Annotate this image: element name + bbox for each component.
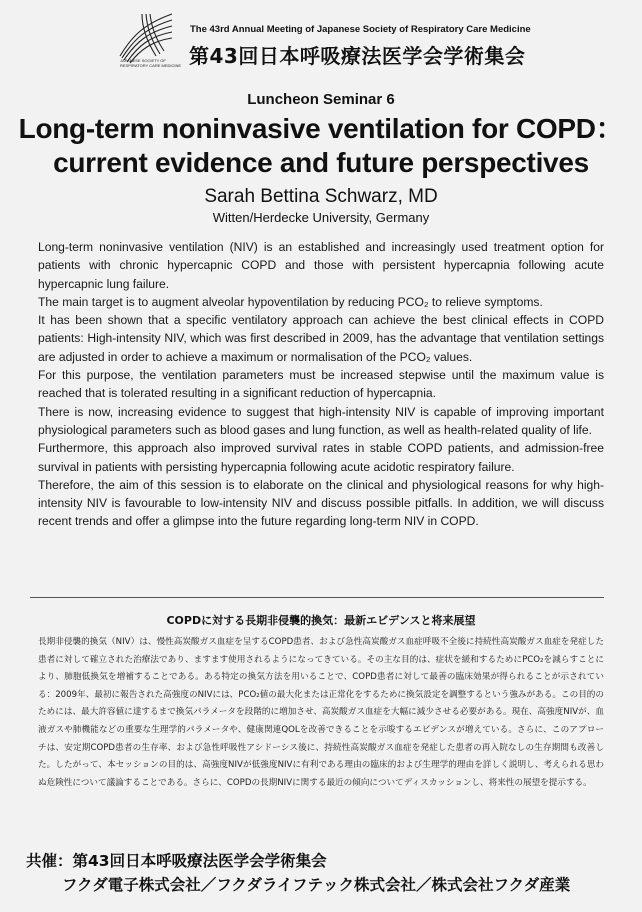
abstract-paragraph: There is now, increasing evidence to suggest that high-intensity NIV is capable of improving important physiological parameters such as blood gases and lung function, as well as health-related quality of life. <box>38 404 604 437</box>
co-sponsor-line: 共催：第43回日本呼吸療法医学会学術集会 <box>26 852 327 870</box>
section-divider <box>30 597 604 598</box>
logo-caption: JAPANESE SOCIETY OF RESPIRATORY CARE MEDICINE <box>120 58 182 68</box>
abstract-paragraph: For this purpose, the ventilation parameters must be increased stepwise until the maximum value is reached that is tolerated resulting in a significant reduction of hypercapnia. <box>38 368 604 401</box>
abstract-jp-body: 長期非侵襲的換気（NIV）は、慢性高炭酸ガス血症を呈するCOPD患者、および急性高炭酸ガス血症呼吸不全後に持続性高炭酸ガス血症を発症した患者に対して確立された治療法であり、ますます使用されるようになってきている。その主な目的は、症状を緩和するためにPCO₂を減らすことにより、肺胞低換気を増補することである。ある特定の換気方法を用いることで、COPD患者に対して最善の臨床効果が得られることが示されている：2009年、最初に報告された高強度のNIVには、PCO₂値の最大化または正常化をするために換気設定を調整するという強みがある。この目的のためには、最大許容値に達するまで換気パラメータを段階的に増加させ、高炭酸ガス血症を大幅に減少させる必要がある。現在、高強度NIVが、血液ガスや肺機能などの重要な生理学的パラメータや、健康関連QOLを改善できることを示唆するエビデンスが増えている。さらに、このアプローチは、安定期COPD患者の生存率、および急性呼吸性アシドーシス後に、持続性高炭酸ガス血症を発症した患者の再入院なしの生存期間も改善した。したがって、本セッションの目的は、高強度NIVが低強度NIVに有利である理由の臨床的および生理学的理由を詳しく説明し、考えられる思わぬ危険性について議論することである。さらに、COPDの長期NIVに関する最近の傾向についてディスカッションし、将来性の展望を提示する。 <box>38 637 604 788</box>
title-line-2: current evidence and future perspectives <box>53 147 589 178</box>
abstract-paragraph: The main target is to augment alveolar hypoventilation by reducing PCO₂ to relieve symptoms. <box>38 294 543 309</box>
conference-title-jp: 第43回日本呼吸療法医学会学術集会 <box>189 44 526 68</box>
abstract-paragraph: Long-term noninvasive ventilation (NIV) is an established and increasingly used treatment option for patients with chronic hypercapnic COPD and those with persistent hypercapnia following acute hypercapnic lung failure. <box>38 240 604 291</box>
abstract-en <box>38 238 604 531</box>
abstract-jp-title: COPDに対する長期非侵襲的換気：最新エビデンスと将来展望 <box>166 614 476 627</box>
title-line-1: Long-term noninvasive ventilation for COPD： <box>18 113 624 144</box>
seminar-label: Luncheon Seminar 6 <box>247 91 395 108</box>
abstract-paragraph: Therefore, the aim of this session is to elaborate on the clinical and physiological reasons for why high-intensity NIV is favourable to low-intensity NIV and discuss possible pitfalls. In addition, we will discuss recent trends and offer a glimpse into the future regarding long-term NIV in COPD. <box>38 477 604 529</box>
page-title <box>0 112 642 180</box>
abstract-paragraph: Furthermore, this approach also improved survival rates in stable COPD patients, and admission-free survival in patients with persisting hypercapnia following acute acidotic respiratory failure. <box>38 441 604 474</box>
sponsor-companies: フクダ電子株式会社／フクダライフテック株式会社／株式会社フクダ産業 <box>62 876 571 894</box>
speaker-affiliation: Witten/Herdecke University, Germany <box>212 210 430 225</box>
speaker-name: Sarah Bettina Schwarz, MD <box>204 186 438 207</box>
conference-title-en: The 43rd Annual Meeting of Japanese Society of Respiratory Care Medicine <box>190 24 531 35</box>
header <box>0 0 642 80</box>
abstract-paragraph: It has been shown that a specific ventilatory approach can achieve the best clinical effects in COPD patients: High-intensity NIV, which was first described in 2009, has the advantage that ventilation settings are adjusted in order to achieve a maximum or normalisation of the PCO₂ values. <box>38 313 604 364</box>
